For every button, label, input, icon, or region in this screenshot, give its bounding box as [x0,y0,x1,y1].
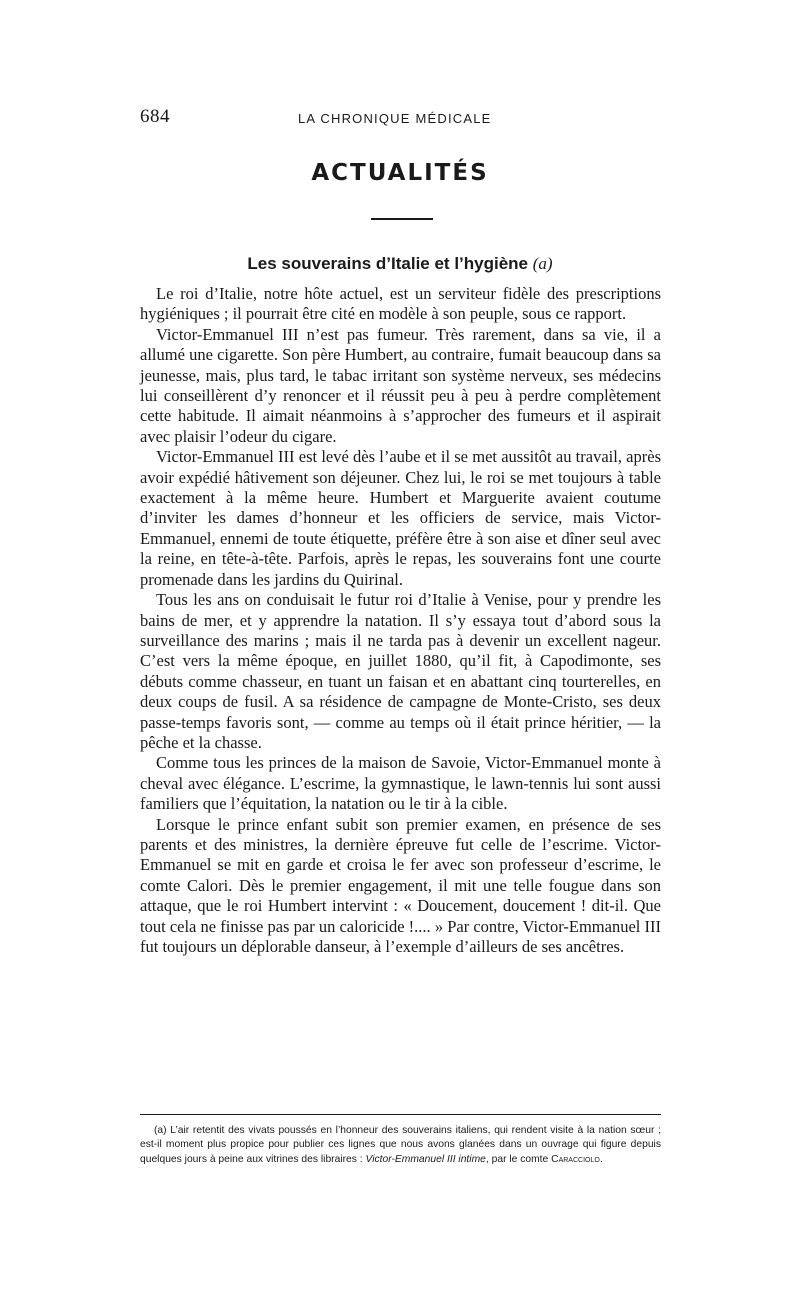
page-number: 684 [140,106,170,127]
article-body [140,284,661,957]
footnote-author: Caracciolo [551,1153,600,1165]
article-title [140,254,660,274]
running-head: LA CHRONIQUE MÉDICALE [298,111,492,126]
footnote-divider [140,1114,661,1115]
paragraph: Le roi d’Italie, notre hôte actuel, est un serviteur fidèle des prescriptions hygiéniques ; il pourrait être cité en modèle à son peuple, sous ce rapport. [140,284,661,324]
footnote-marker: (a) [154,1125,167,1136]
title-divider [371,218,433,220]
footnote-book-title: Victor-Emmanuel III intime [365,1153,486,1165]
footnote-reference: (a) [532,254,553,273]
paragraph: Lorsque le prince enfant subit son premier examen, en présence de ses parents et des ministres, la dernière épreuve fut celle de l’escrime. Victor-Emmanuel se mit en garde et croisa le fer avec son professeur d’escrime, le comte Calori. Dès le premier engagement, il mit une telle fougue dans son attaque, que le roi Humbert intervint : « Doucement, doucement ! dit-il. Que tout cela ne finisse pas par un caloricide !.... » Par contre, Victor-Emmanuel III fut toujours un déplorable danseur, à l’exemple d’ailleurs de ses ancêtres. [140,814,661,956]
article-title-text: Les souverains d’Italie et l’hygiène [247,254,529,273]
footnote-text: L’air retentit des vivats poussés en l’honneur des souverains italiens, qui rendent visite à la nation sœur ; est-il moment plus propice pour publier ces lignes que nous avons glanées dans un ouvrage qui figure depuis quelques jours à peine aux vitrines des libraires : [140,1125,661,1165]
paragraph: Victor-Emmanuel III est levé dès l’aube et il se met aussitôt au travail, après avoir expédié hâtivement son déjeuner. Chez lui, le roi se met toujours à table exactement à la même heure. Humbert et Marguerite avaient coutume d’inviter les dames d’honneur et les officiers de service, mais Victor-Emmanuel, ennemi de toute étiquette, préfère être à son aise et dîner seul avec la reine, en tête-à-tête. Parfois, après le repas, les souverains font une courte promenade dans les jardins du Quirinal. [140,447,661,589]
paragraph: Tous les ans on conduisait le futur roi d’Italie à Venise, pour y prendre les bains de mer, et y apprendre la natation. Il s’y essaya tout d’abord sous la surveillance des marins ; mais il ne tarda pas à devenir un excellent nageur. C’est vers la même époque, en juillet 1880, qu’il fit, à Capodimonte, ses débuts comme chasseur, en tuant un faisan et en abattant cinq tourterelles, en deux coups de fusil. A sa résidence de campagne de Monte-Cristo, ses deux passe-temps favoris sont, — comme au temps où il était prince héritier, — la pêche et la chasse. [140,590,661,752]
paragraph: Comme tous les princes de la maison de Savoie, Victor-Emmanuel monte à cheval avec élégance. L’escrime, la gymnastique, le lawn-tennis lui sont aussi familiers que l’équitation, la natation ou le tir à la cible. [140,753,661,814]
section-title: ACTUALITÉS [311,160,489,186]
footnote [140,1124,661,1167]
footnote-end: . [599,1153,603,1165]
footnote-text-after: , par le comte [485,1153,552,1165]
paragraph: Victor-Emmanuel III n’est pas fumeur. Très rarement, dans sa vie, il a allumé une cigarette. Son père Humbert, au contraire, fumait beaucoup dans sa jeunesse, mais, plus tard, le tabac irritant son système nerveux, ses médecins lui conseillèrent d’y renoncer et il réussit peu à peu à perdre complètement cette habitude. Il aimait néanmoins à s’approcher des fumeurs et il aspirait avec plaisir l’odeur du cigare. [140,324,661,446]
page-header [140,106,660,136]
